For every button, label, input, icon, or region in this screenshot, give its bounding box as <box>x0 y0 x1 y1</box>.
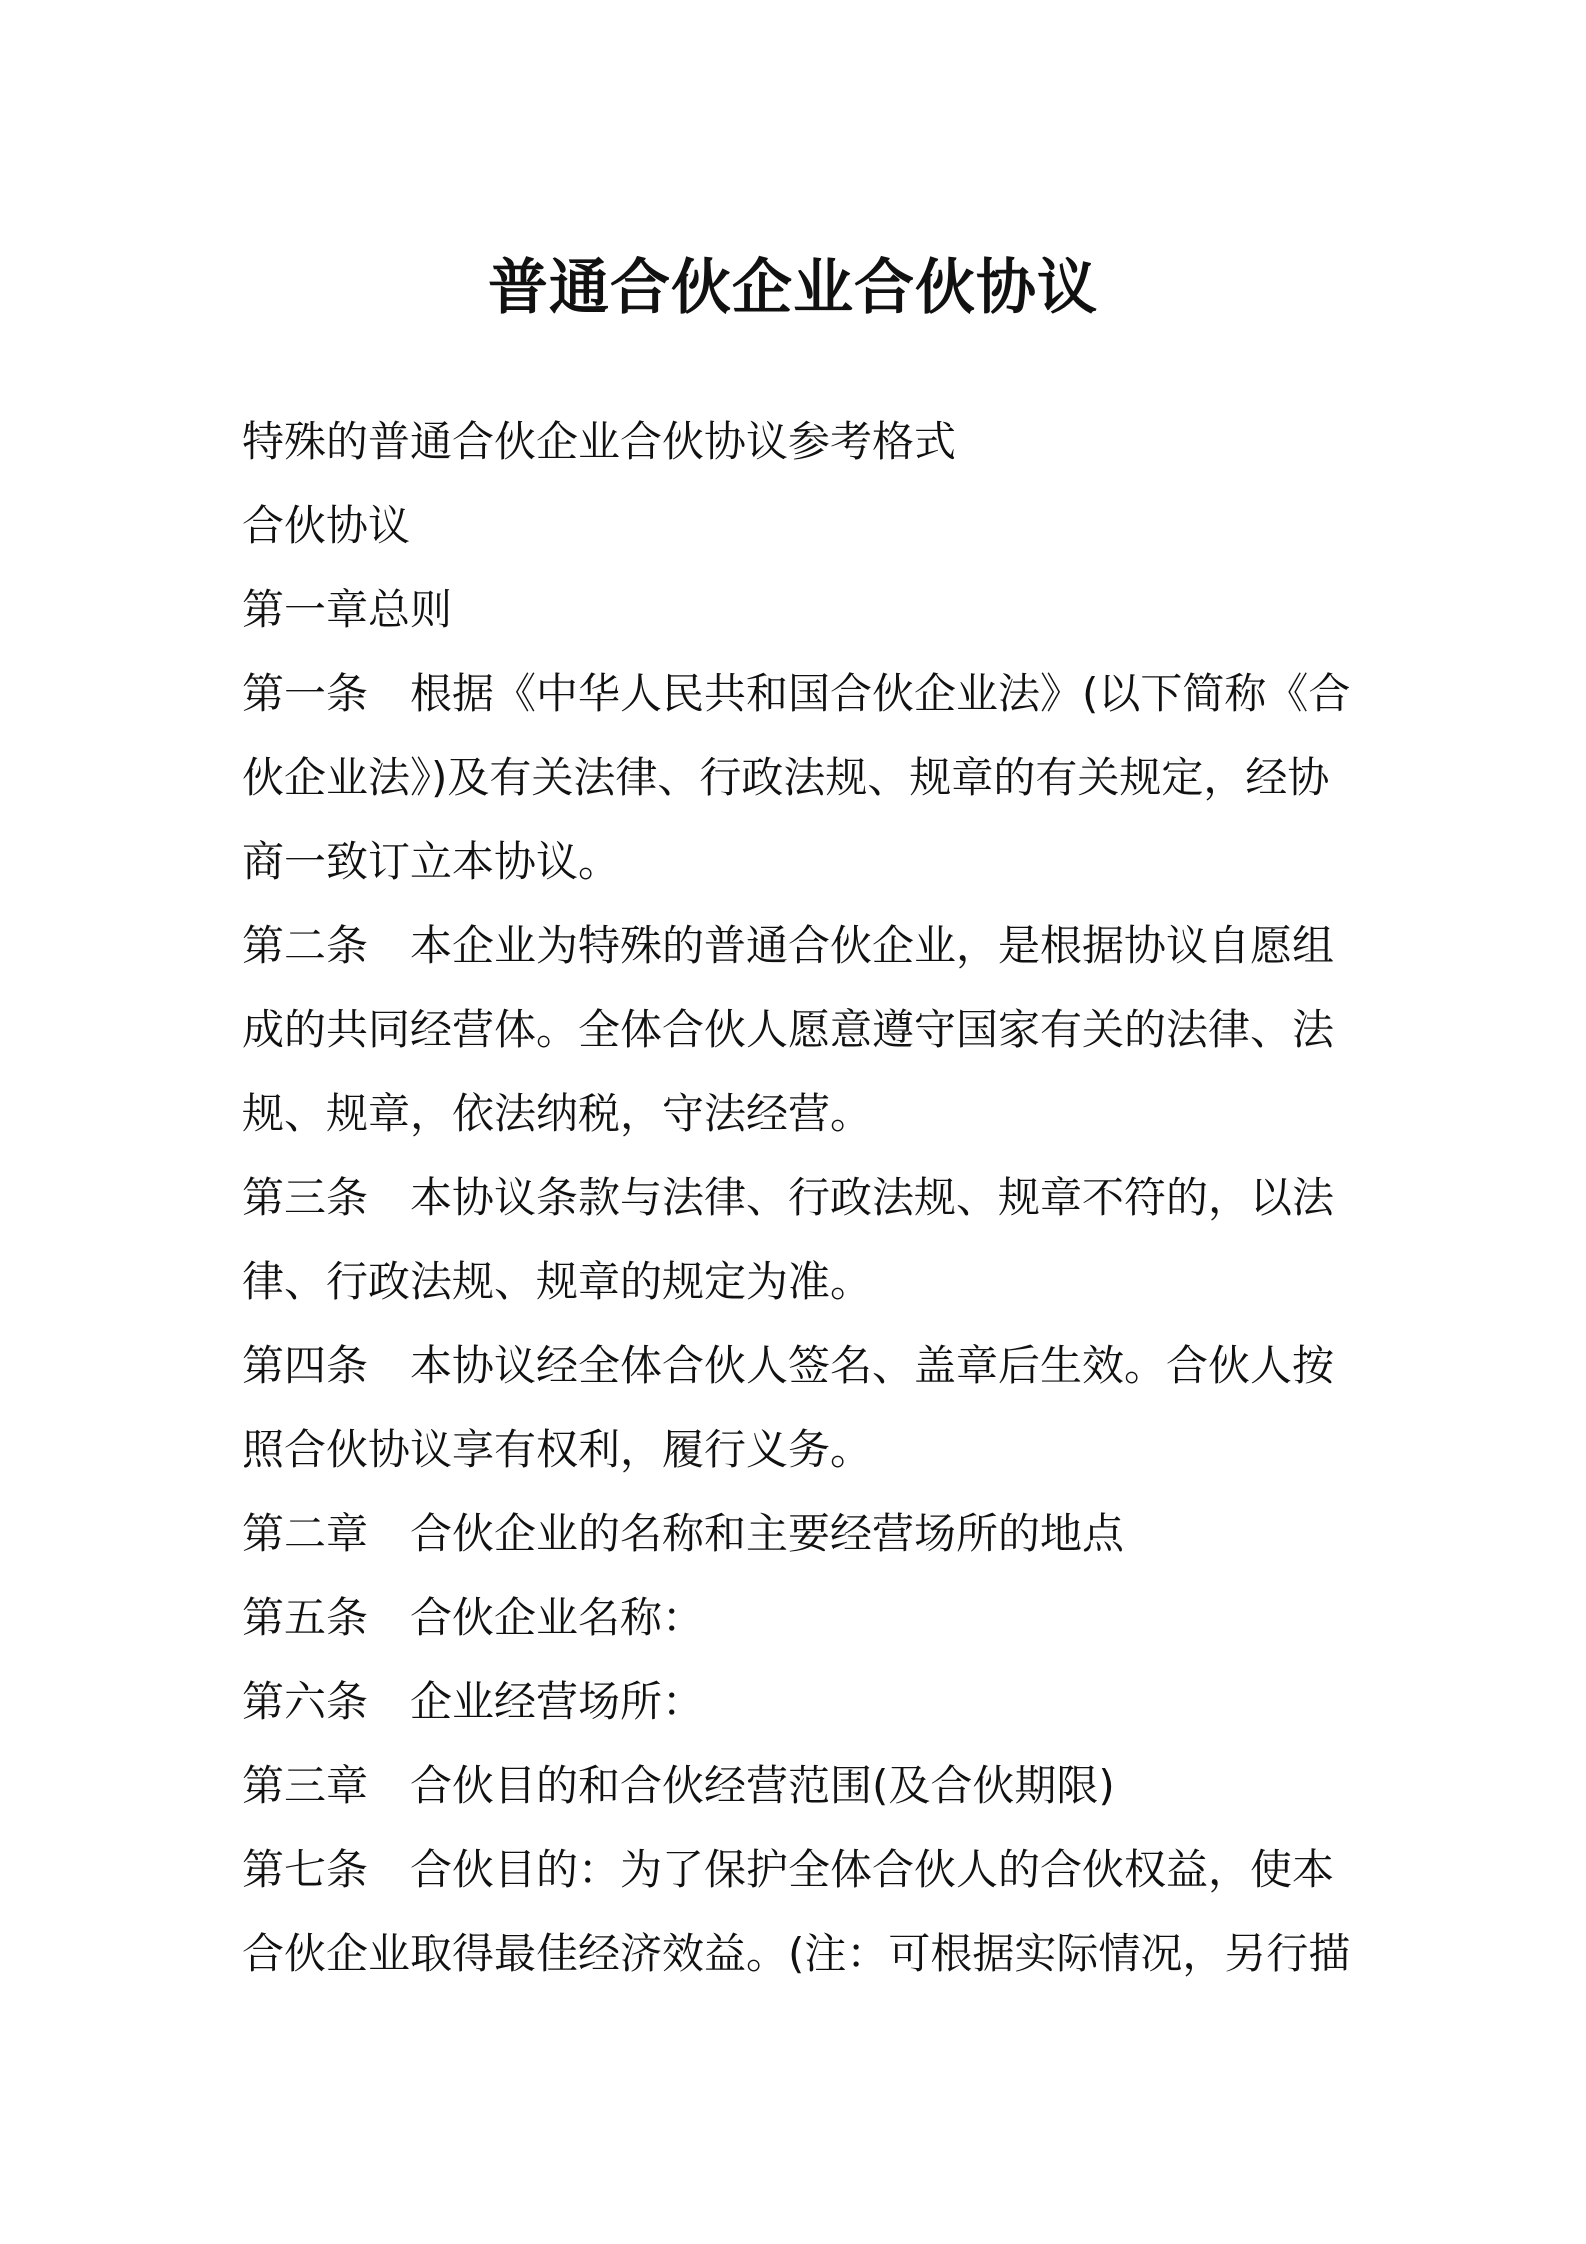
article-line <box>242 652 1362 736</box>
chapter-heading <box>242 1492 1362 1576</box>
chapter-title: 合伙目的和合伙经营范围(及合伙期限) <box>410 1761 1115 1810</box>
chapter-number: 第三章 <box>242 1761 369 1810</box>
chapter-heading: 第一章总则 <box>242 585 453 634</box>
article-text: 本企业为特殊的普通合伙企业，是根据协议自愿组 <box>410 921 1335 970</box>
article-text: 合伙目的：为了保护全体合伙人的合伙权益，使本 <box>410 1845 1335 1894</box>
article-text: 企业经营场所： <box>410 1677 705 1726</box>
paragraph-line: 伙企业法》)及有关法律、行政法规、规章的有关规定，经协 <box>242 753 1330 802</box>
article-line <box>242 1156 1362 1240</box>
article-number: 第七条 <box>242 1845 369 1894</box>
paragraph-line: 成的共同经营体。全体合伙人愿意遵守国家有关的法律、法 <box>242 1005 1335 1054</box>
article-number: 第五条 <box>242 1593 369 1642</box>
article-line <box>242 1324 1362 1408</box>
paragraph-line: 商一致订立本协议。 <box>242 837 621 886</box>
document-title: 普通合伙企业合伙协议 <box>488 253 1098 323</box>
paragraph-line: 规、规章，依法纳税，守法经营。 <box>242 1089 873 1138</box>
article-text: 根据《中华人民共和国合伙企业法》(以下简称《合 <box>410 669 1351 718</box>
article-number: 第四条 <box>242 1341 369 1390</box>
paragraph-line: 照合伙协议享有权利，履行义务。 <box>242 1425 873 1474</box>
document-body <box>242 400 1362 1996</box>
article-number: 第一条 <box>242 669 369 718</box>
article-line <box>242 904 1362 988</box>
chapter-number: 第二章 <box>242 1509 369 1558</box>
chapter-title: 合伙企业的名称和主要经营场所的地点 <box>410 1509 1125 1558</box>
article-text: 本协议经全体合伙人签名、盖章后生效。合伙人按 <box>410 1341 1335 1390</box>
article-number: 第二条 <box>242 921 369 970</box>
article-number: 第三条 <box>242 1173 369 1222</box>
heading-line: 合伙协议 <box>242 501 411 550</box>
subtitle-line: 特殊的普通合伙企业合伙协议参考格式 <box>242 417 957 466</box>
article-line <box>242 1576 1362 1660</box>
article-line <box>242 1828 1362 1912</box>
paragraph-line: 律、行政法规、规章的规定为准。 <box>242 1257 873 1306</box>
article-text: 本协议条款与法律、行政法规、规章不符的，以法 <box>410 1173 1335 1222</box>
paragraph-line: 合伙企业取得最佳经济效益。(注：可根据实际情况，另行描 <box>242 1929 1351 1978</box>
chapter-heading <box>242 1744 1362 1828</box>
article-number: 第六条 <box>242 1677 369 1726</box>
article-text: 合伙企业名称： <box>410 1593 705 1642</box>
article-line <box>242 1660 1362 1744</box>
